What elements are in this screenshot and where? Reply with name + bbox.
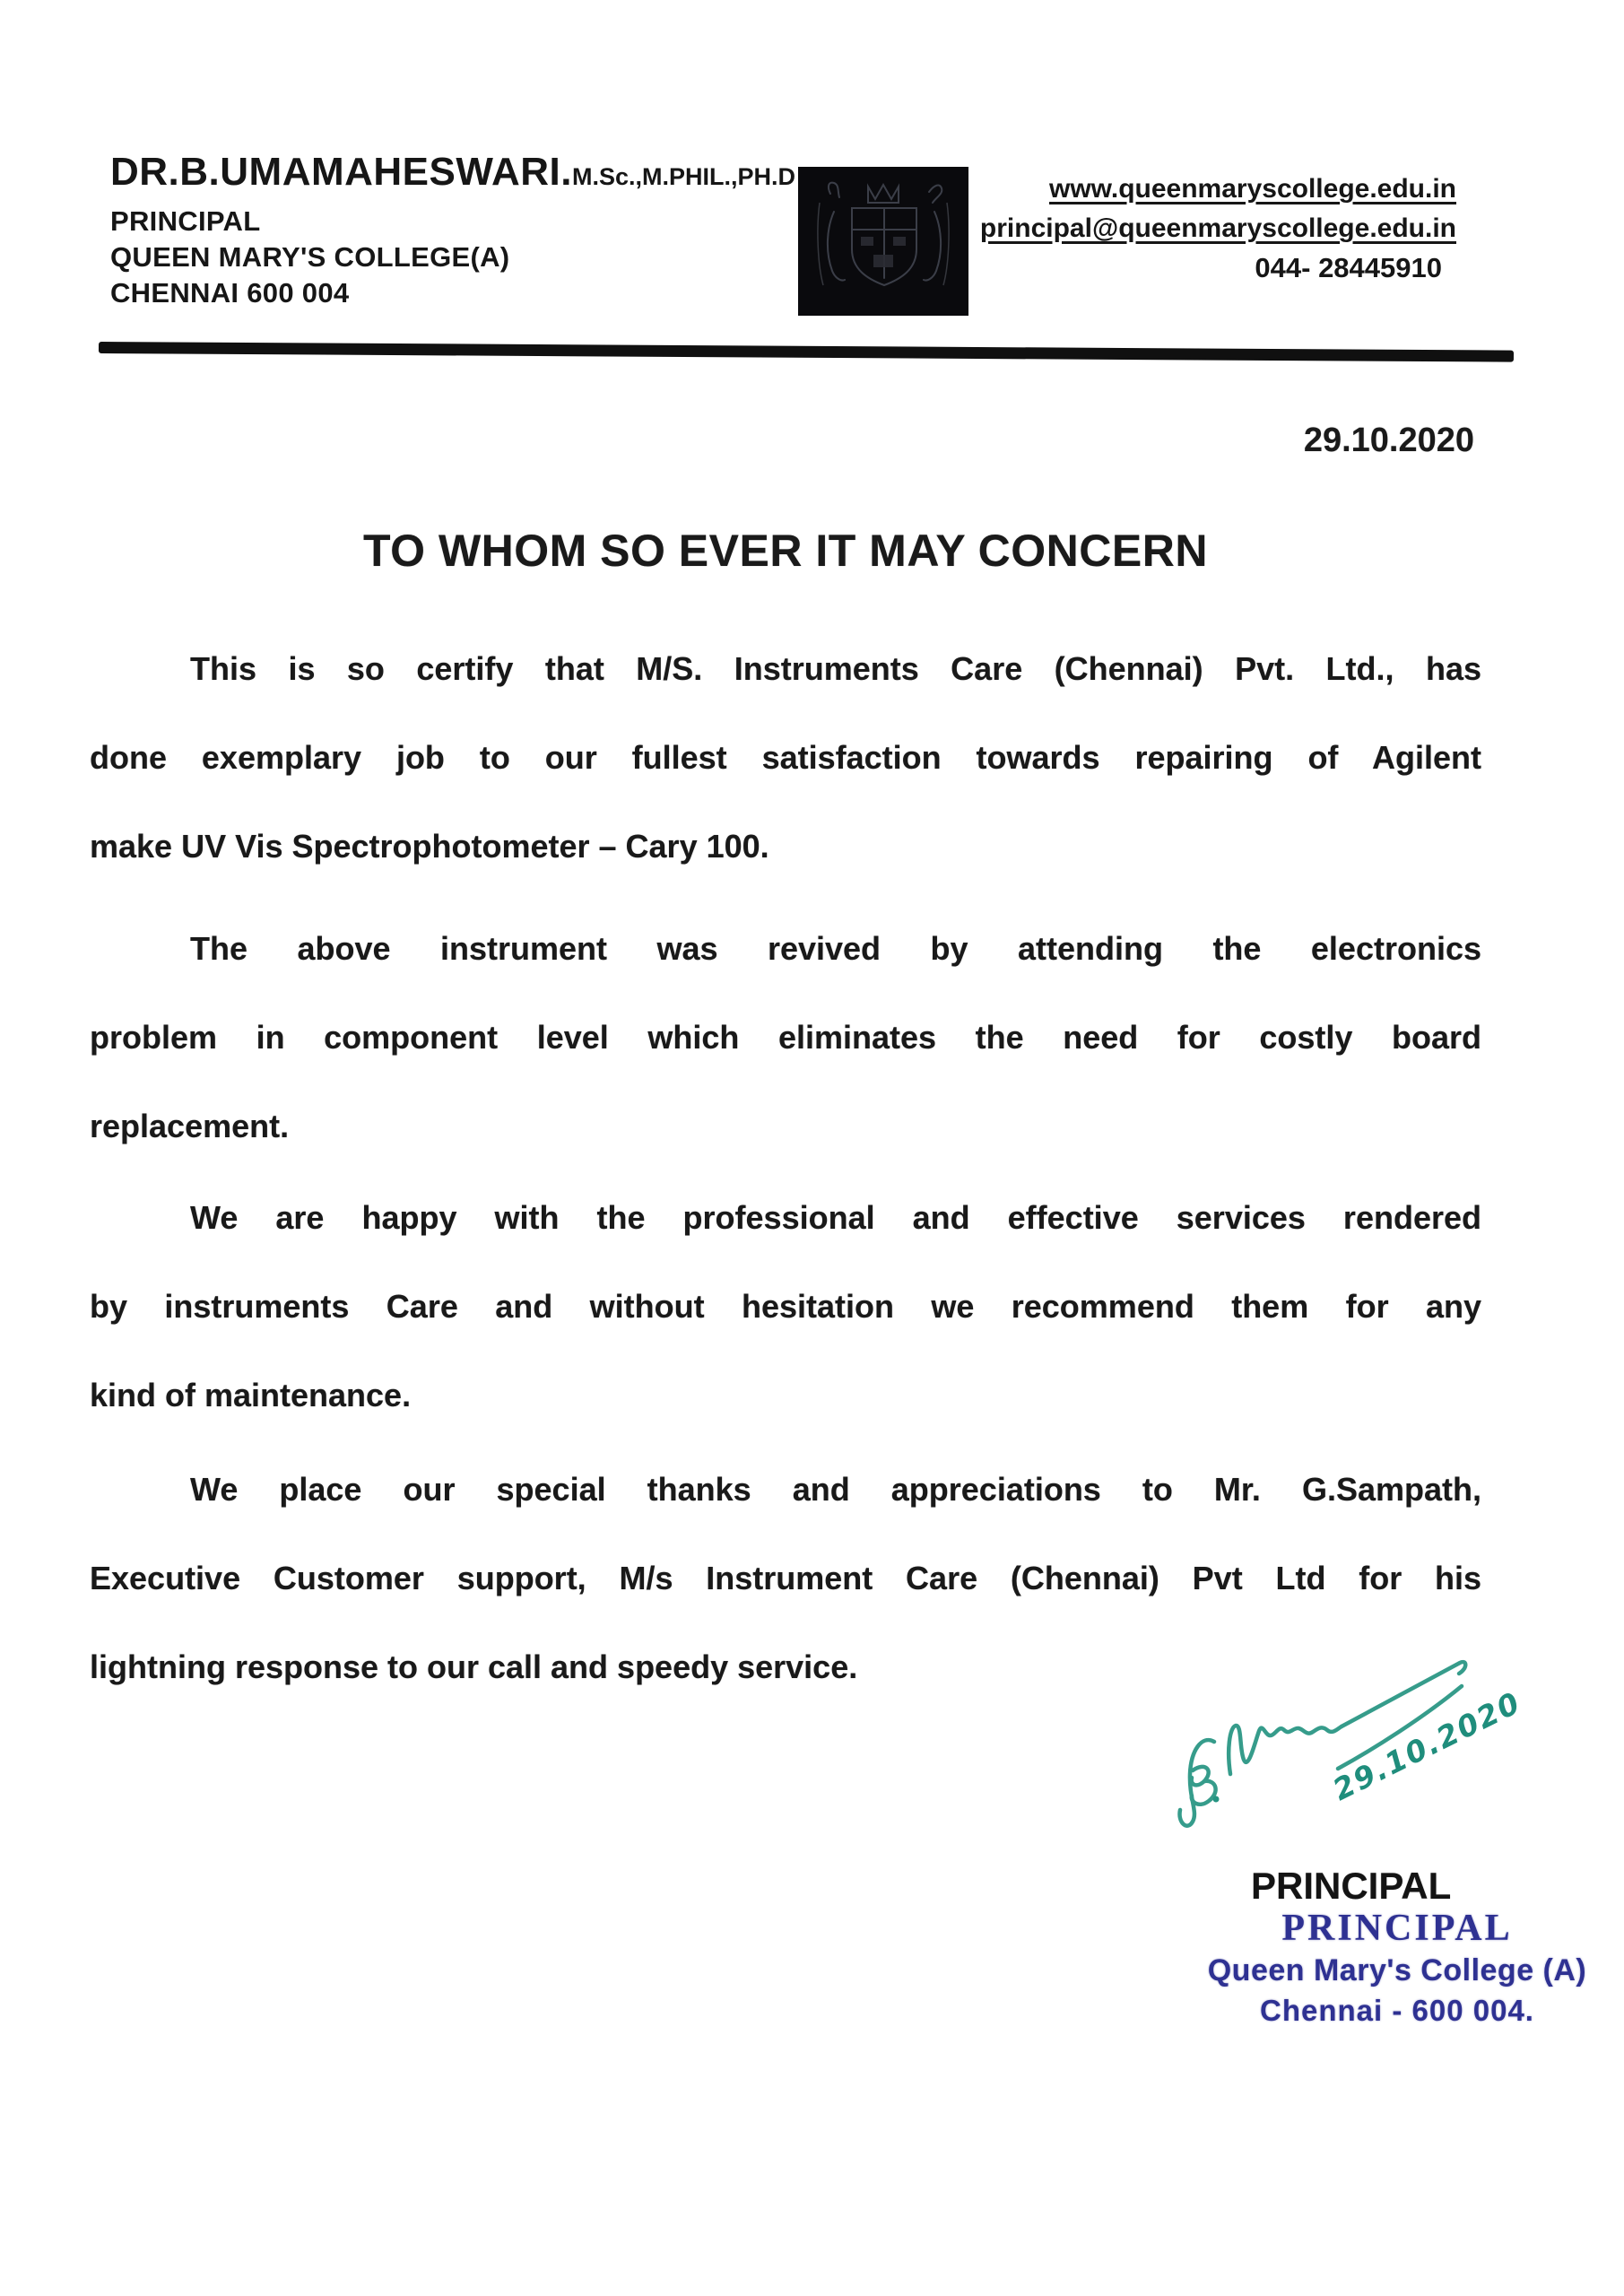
principal-name: DR.B.UMAMAHESWARI.: [110, 150, 572, 194]
principal-name-row: [110, 150, 795, 195]
body-line: make UV Vis Spectrophotometer – Cary 100.: [90, 828, 769, 865]
body-line: Executive Customer support, M/s Instrument Care (Chennai) Pvt Ltd for his: [90, 1560, 1481, 1596]
body-line: This is so certify that M/S. Instruments Care (Chennai) Pvt. Ltd., has: [190, 650, 1481, 687]
college-city: CHENNAI 600 004: [110, 277, 350, 309]
typed-principal-label: PRINCIPAL: [1251, 1865, 1452, 1907]
body-line: by instruments Care and without hesitation we recommend them for any: [90, 1288, 1481, 1325]
phone-number: 044- 28445910: [1255, 252, 1442, 283]
signature-ink-image: [1139, 1641, 1551, 1866]
body-line: We are happy with the professional and effective services rendered: [190, 1199, 1481, 1236]
stamp-city: Chennai - 600 004.: [1260, 1994, 1534, 2027]
principal-office-stamp: [1173, 1907, 1621, 2031]
signature-handwritten-date: 29.10.2020: [1327, 1684, 1527, 1808]
paragraph-3: [90, 1173, 1481, 1439]
body-line: lightning response to our call and speedy service.: [90, 1648, 858, 1685]
body-line: kind of maintenance.: [90, 1377, 412, 1413]
college-crest-image: [798, 167, 968, 316]
body-line: done exemplary job to our fullest satisfaction towards repairing of Agilent: [90, 739, 1481, 776]
paragraph-2: [90, 904, 1481, 1170]
body-line: replacement.: [90, 1108, 290, 1144]
letter-date: 29.10.2020: [1303, 422, 1474, 459]
email-link: principal@queenmaryscollege.edu.in: [979, 213, 1456, 243]
body-line: The above instrument was revived by attending the electronics: [190, 930, 1481, 967]
website-link: www.queenmaryscollege.edu.in: [1048, 174, 1456, 204]
body-line: We place our special thanks and appreciations to Mr. G.Sampath,: [190, 1471, 1481, 1508]
signature-period-dot: [1213, 1796, 1220, 1803]
principal-qualifications: M.Sc.,M.PHIL.,PH.D: [571, 163, 796, 190]
paragraph-1: [90, 624, 1481, 891]
stamp-title: PRINCIPAL: [1281, 1908, 1513, 1949]
college-name: QUEEN MARY'S COLLEGE(A): [110, 241, 510, 273]
principal-role: PRINCIPAL: [110, 205, 261, 237]
letterhead-divider-rule: [99, 342, 1514, 362]
letter-heading: TO WHOM SO EVER IT MAY CONCERN: [363, 526, 1208, 576]
stamp-college: Queen Mary's College (A): [1207, 1953, 1587, 1987]
body-line: problem in component level which eliminates the need for costly board: [90, 1019, 1481, 1056]
